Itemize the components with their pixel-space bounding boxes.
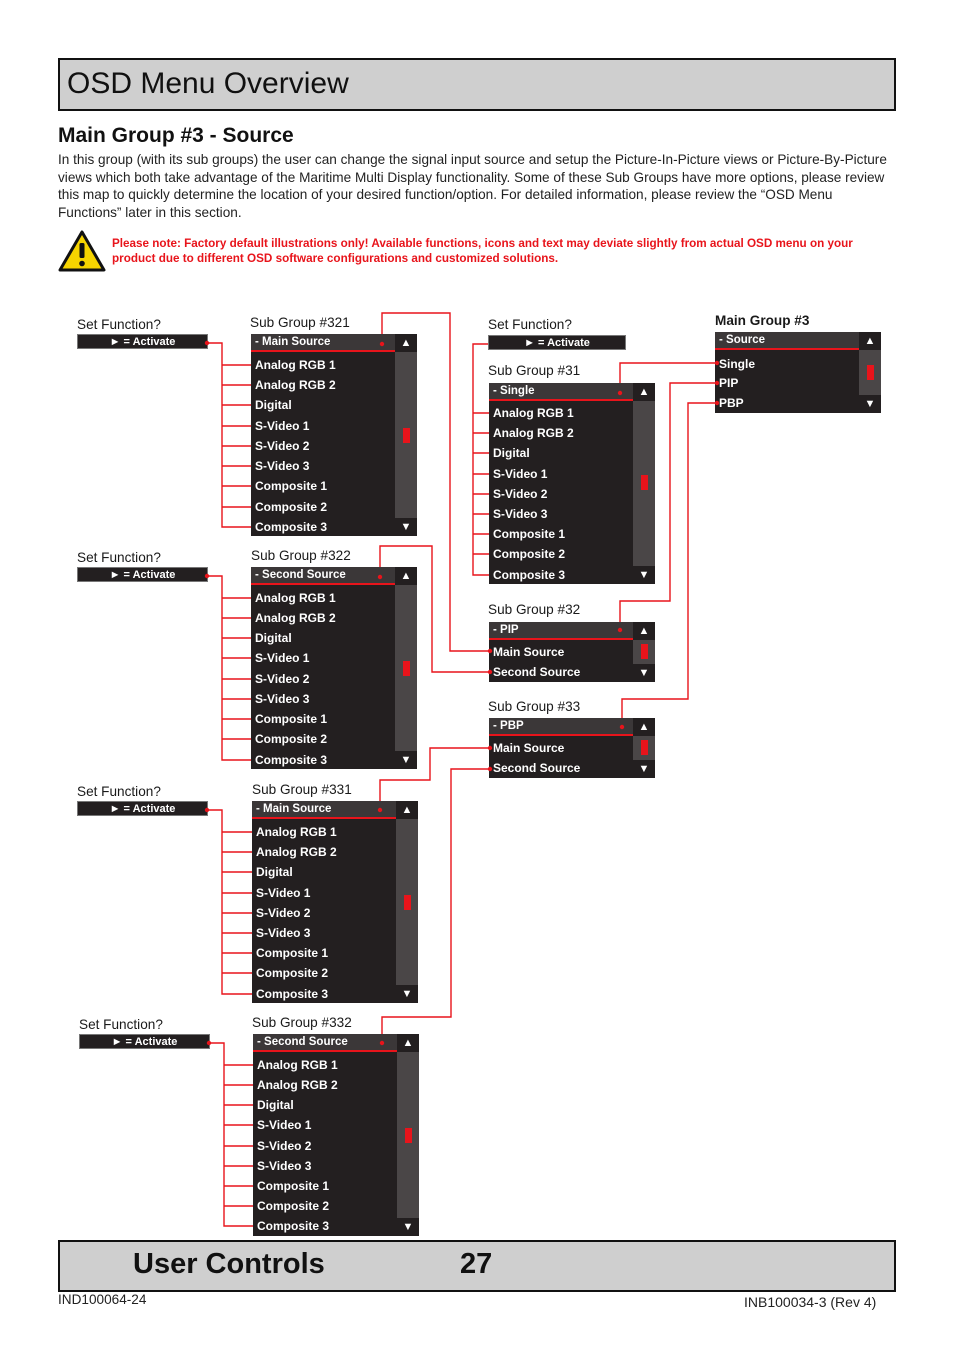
- scroll-up-icon[interactable]: ▲: [395, 334, 417, 352]
- main-group-label: Main Group #3: [715, 313, 810, 328]
- menu-item[interactable]: S-Video 3: [257, 1159, 312, 1173]
- warning-icon: [58, 229, 106, 273]
- set-function-label: Set Function?: [77, 784, 161, 799]
- menu-item[interactable]: Analog RGB 1: [493, 406, 574, 420]
- menu-item[interactable]: S-Video 1: [255, 651, 310, 665]
- menu-item[interactable]: Composite 3: [255, 753, 328, 767]
- menu-header: - Single: [489, 383, 633, 401]
- menu-item[interactable]: Composite 1: [255, 479, 328, 493]
- footer-bar: [58, 1240, 896, 1292]
- scroll-thumb[interactable]: [641, 740, 648, 755]
- menu-item[interactable]: Analog RGB 1: [257, 1058, 338, 1072]
- menu-item[interactable]: S-Video 1: [255, 419, 310, 433]
- menu-item[interactable]: Analog RGB 2: [255, 611, 336, 625]
- activate-button[interactable]: ► = Activate: [77, 334, 208, 349]
- scroll-thumb[interactable]: [641, 475, 648, 490]
- menu-item-pip[interactable]: PIP: [719, 376, 739, 390]
- scroll-down-icon[interactable]: ▼: [633, 760, 655, 778]
- menu-item[interactable]: S-Video 3: [256, 926, 311, 940]
- menu-item[interactable]: S-Video 2: [255, 439, 310, 453]
- menu-item[interactable]: Composite 1: [255, 712, 328, 726]
- menu-item-single[interactable]: Single: [719, 357, 756, 371]
- scroll-up-icon[interactable]: ▲: [395, 567, 417, 585]
- scrollbar[interactable]: [395, 567, 417, 769]
- menu-header: - Second Source: [253, 1034, 397, 1052]
- menu-header: - PBP: [489, 718, 633, 736]
- menu-item[interactable]: S-Video 3: [255, 459, 310, 473]
- scroll-thumb[interactable]: [403, 428, 410, 443]
- menu-item[interactable]: Composite 3: [493, 568, 566, 582]
- menu-item[interactable]: Digital: [255, 631, 292, 645]
- scrollbar[interactable]: [633, 622, 655, 682]
- page-number: 27: [460, 1248, 493, 1280]
- menu-item[interactable]: Analog RGB 2: [493, 426, 574, 440]
- scroll-down-icon[interactable]: ▼: [395, 518, 417, 536]
- scroll-down-icon[interactable]: ▼: [633, 664, 655, 682]
- scroll-up-icon[interactable]: ▲: [633, 718, 655, 736]
- warning-note: Please note: Factory default illustrations only! Available functions, icons and text may deviate slightly from actual OSD menu on your product due to different OSD software configurations and customized solutions.: [112, 237, 853, 265]
- menu-item[interactable]: Composite 3: [255, 520, 328, 534]
- scroll-up-icon[interactable]: ▲: [396, 801, 418, 819]
- page-title: OSD Menu Overview: [67, 67, 349, 100]
- menu-item[interactable]: S-Video 3: [255, 692, 310, 706]
- sub-group-332-menu: [253, 1034, 419, 1236]
- sub-group-33-label: Sub Group #33: [488, 699, 581, 714]
- set-function-label: Set Function?: [488, 317, 572, 332]
- menu-item[interactable]: Digital: [256, 865, 293, 879]
- scroll-up-icon[interactable]: ▲: [397, 1034, 419, 1052]
- menu-item[interactable]: Composite 3: [257, 1219, 330, 1233]
- footer-title: User Controls: [133, 1248, 325, 1280]
- sub-group-332-label: Sub Group #332: [252, 1015, 352, 1030]
- menu-item[interactable]: Composite 2: [257, 1199, 330, 1213]
- menu-item[interactable]: Composite 1: [493, 527, 566, 541]
- menu-item[interactable]: Composite 2: [493, 547, 566, 561]
- sub-group-321-menu: [251, 334, 417, 536]
- sub-group-31-menu: [489, 383, 655, 584]
- menu-item[interactable]: S-Video 2: [257, 1139, 312, 1153]
- sub-group-32-menu: [489, 622, 655, 682]
- doc-id-left: IND100064-24: [58, 1292, 147, 1307]
- menu-item[interactable]: Composite 1: [256, 946, 329, 960]
- scroll-thumb[interactable]: [404, 895, 411, 910]
- sub-group-32-label: Sub Group #32: [488, 602, 581, 617]
- menu-item[interactable]: Composite 2: [255, 500, 328, 514]
- scroll-down-icon[interactable]: ▼: [859, 395, 881, 413]
- activate-button[interactable]: ► = Activate: [77, 567, 208, 582]
- sub-group-31-label: Sub Group #31: [488, 363, 581, 378]
- intro-paragraph: In this group (with its sub groups) the user can change the signal input source and setup the Picture-In-Picture views or Picture-By-Picture views which both take advantage of the Maritime Multi Display functionality. Some of these Sub Groups have more options, please review this map to quickly determine the location of your desired function/option. For detailed information, please review the “OSD Menu Functions” later in this section.: [58, 152, 887, 220]
- menu-item[interactable]: Composite 2: [256, 966, 329, 980]
- scrollbar[interactable]: [396, 801, 418, 1003]
- menu-item[interactable]: Analog RGB 2: [256, 845, 337, 859]
- scrollbar[interactable]: [395, 334, 417, 536]
- menu-header: - PIP: [489, 622, 633, 640]
- menu-header: - Main Source: [252, 801, 396, 819]
- scrollbar[interactable]: [633, 383, 655, 584]
- menu-item[interactable]: Digital: [257, 1098, 294, 1112]
- scrollbar[interactable]: [633, 718, 655, 778]
- menu-item[interactable]: Digital: [493, 446, 530, 460]
- menu-item-main-source[interactable]: Main Source: [493, 741, 565, 755]
- section-title: Main Group #3 - Source: [58, 124, 294, 147]
- menu-item[interactable]: S-Video 2: [255, 672, 310, 686]
- sub-group-322-menu: [251, 567, 417, 769]
- menu-item[interactable]: Composite 3: [256, 987, 329, 1001]
- menu-item-second-source[interactable]: Second Source: [493, 665, 581, 679]
- menu-item[interactable]: S-Video 2: [256, 906, 311, 920]
- menu-item[interactable]: Analog RGB 2: [255, 378, 336, 392]
- scroll-up-icon[interactable]: ▲: [633, 383, 655, 401]
- menu-item[interactable]: Analog RGB 2: [257, 1078, 338, 1092]
- scrollbar[interactable]: [859, 332, 881, 413]
- menu-header: - Main Source: [251, 334, 395, 352]
- menu-item[interactable]: S-Video 2: [493, 487, 548, 501]
- set-function-label: Set Function?: [77, 550, 161, 565]
- menu-item[interactable]: S-Video 3: [493, 507, 548, 521]
- menu-item[interactable]: Composite 2: [255, 732, 328, 746]
- header-bar: [58, 58, 896, 111]
- menu-item[interactable]: S-Video 1: [493, 467, 548, 481]
- sub-group-322-label: Sub Group #322: [251, 548, 351, 563]
- menu-header: - Source: [715, 332, 859, 350]
- scroll-thumb[interactable]: [405, 1128, 412, 1143]
- menu-item[interactable]: S-Video 1: [256, 886, 311, 900]
- menu-item-main-source[interactable]: Main Source: [493, 645, 565, 659]
- scroll-up-icon[interactable]: ▲: [859, 332, 881, 350]
- main-group-menu: [715, 332, 881, 413]
- set-function-label: Set Function?: [77, 317, 161, 332]
- menu-item-second-source[interactable]: Second Source: [493, 761, 581, 775]
- sub-group-331-menu: [252, 801, 418, 1003]
- scroll-up-icon[interactable]: ▲: [633, 622, 655, 640]
- doc-id-right: INB100034-3 (Rev 4): [744, 1294, 877, 1310]
- activate-button[interactable]: ► = Activate: [488, 335, 626, 350]
- scroll-thumb[interactable]: [641, 644, 648, 659]
- menu-item[interactable]: Digital: [255, 398, 292, 412]
- sub-group-33-menu: [489, 718, 655, 778]
- scroll-down-icon[interactable]: ▼: [396, 985, 418, 1003]
- sub-group-321-label: Sub Group #321: [250, 315, 350, 330]
- scroll-down-icon[interactable]: ▼: [395, 751, 417, 769]
- menu-item[interactable]: Composite 1: [257, 1179, 330, 1193]
- scroll-down-icon[interactable]: ▼: [397, 1218, 419, 1236]
- set-function-label: Set Function?: [79, 1017, 163, 1032]
- scrollbar[interactable]: [397, 1034, 419, 1236]
- menu-item-pbp[interactable]: PBP: [719, 396, 744, 410]
- scroll-thumb[interactable]: [867, 365, 874, 380]
- menu-header: - Second Source: [251, 567, 395, 585]
- menu-item[interactable]: S-Video 1: [257, 1118, 312, 1132]
- menu-item[interactable]: Analog RGB 1: [255, 591, 336, 605]
- menu-item[interactable]: Analog RGB 1: [255, 358, 336, 372]
- sub-group-331-label: Sub Group #331: [252, 782, 352, 797]
- scroll-thumb[interactable]: [403, 661, 410, 676]
- scroll-down-icon[interactable]: ▼: [633, 566, 655, 584]
- menu-item[interactable]: Analog RGB 1: [256, 825, 337, 839]
- activate-button[interactable]: ► = Activate: [77, 801, 208, 816]
- activate-button[interactable]: ► = Activate: [79, 1034, 210, 1049]
